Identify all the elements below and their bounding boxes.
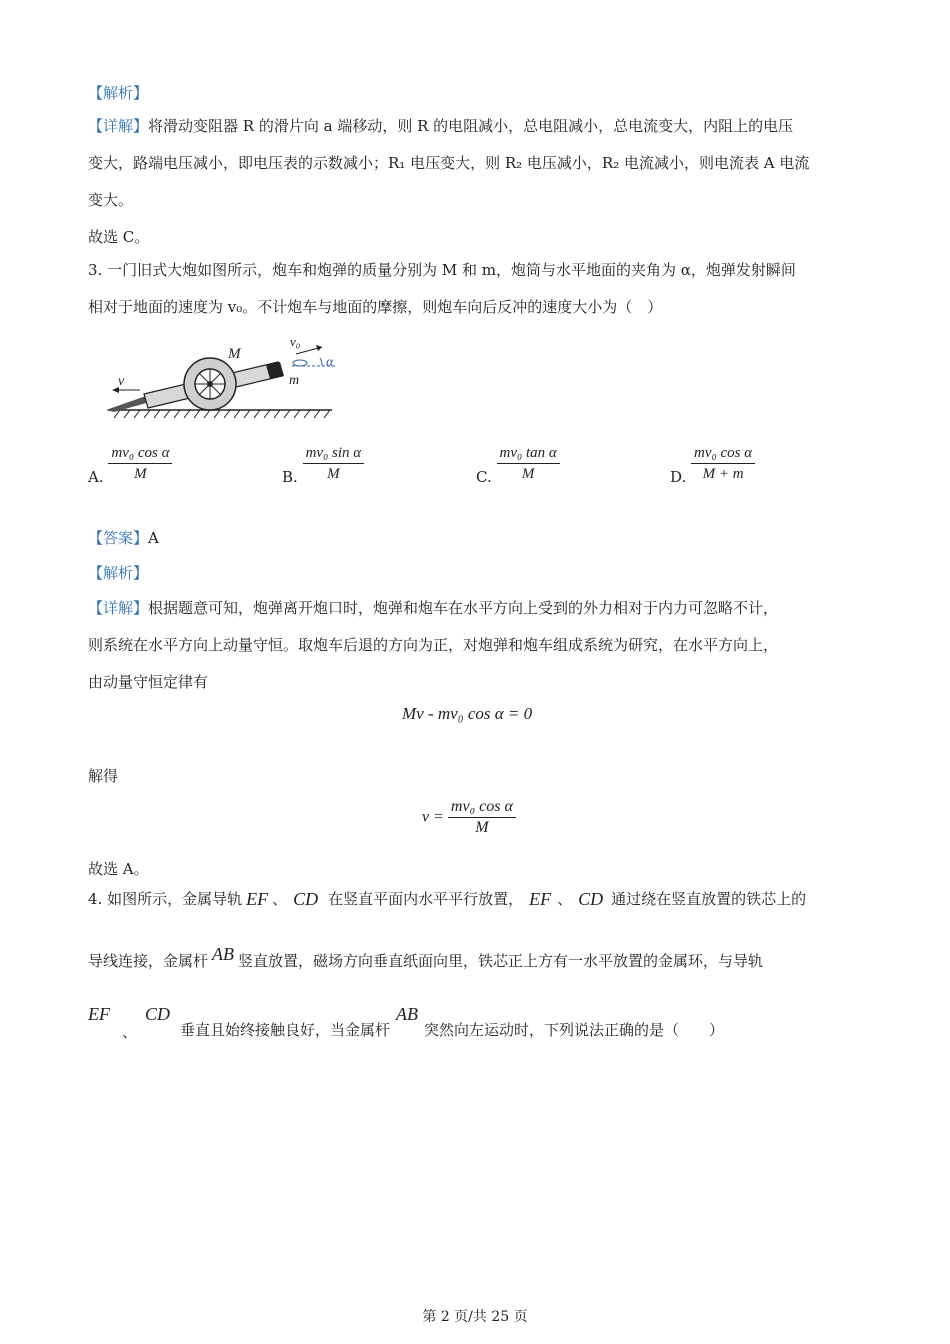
option-a-label: A. [88,468,104,486]
answer-line [88,527,159,548]
cd-label-3: CD [145,1004,171,1024]
ef-label-3: EF [88,1004,110,1024]
conclusion-3: 故选 A。 [88,860,149,878]
option-c-label: C. [476,468,492,486]
label-M: M [228,346,241,362]
page-footer: 第 2 页/共 25 页 [422,1309,528,1325]
option-c[interactable] [476,440,560,486]
detail-line-1: 将滑动变阻器 R 的滑片向 a 端移动，则 R 的电阻减小，总电阻减小，总电流变大，内阻上的电压 [148,117,794,135]
analysis-tag-1: 【解析】 [88,84,149,102]
option-b-label: B. [282,468,298,486]
ef-label-2: EF [529,889,552,909]
question3-stem-line-1: 3. 一门旧式大炮如图所示，炮车和炮弹的质量分别为 M 和 m，炮筒与水平地面的夹角为 α，炮弹发射瞬间 [88,261,796,279]
question4-line-3: EF、CD垂直且始终接触良好，当金属杆AB突然向左运动时，下列说法正确的是（ ） [88,1004,725,1041]
option-a[interactable] [88,440,172,486]
option-d-label: D. [670,468,687,486]
detail3-line-1: 根据题意可知，炮弹离开炮口时，炮弹和炮车在水平方向上受到的外力相对于内力可忽略不计， [148,599,779,617]
question3-stem [88,252,868,326]
analysis-tag-3: 【解析】 [88,564,149,582]
solve-label: 解得 [88,767,119,785]
detail3-line-2: 则系统在水平方向上动量守恒。取炮车后退的方向为正，对炮弹和炮车组成系统为研究，在水平方向上， [88,636,779,654]
option-b[interactable] [282,440,364,486]
label-v: v [118,374,125,389]
option-a-fraction: $\frac{\text{mv₀ cos α}}{M}$ [108,443,172,484]
label-v0: v₀ [290,334,301,349]
detail-paragraph-1 [88,108,868,219]
ef-label: EF [246,889,269,909]
equation-momentum: Mv - mv₀ cos α = 0 [402,704,533,723]
option-d-fraction: $\frac{\text{mv₀ cos α}}{M + m}$ [691,443,755,484]
detail-line-2: 变大，路端电压减小，即电压表的示数减小；R₁ 电压变大，则 R₂ 电压减小，R₂ 电流减小，则电流表 A 电流 [88,154,810,172]
question3-stem-line-2: 相对于地面的速度为 v₀。不计炮车与地面的摩擦，则炮车向后反冲的速度大小为（ ） [88,298,663,316]
detail-tag-1: 【详解】 [88,117,149,135]
conclusion-1: 故选 C。 [88,228,150,246]
detail3-line-3: 由动量守恒定律有 [88,673,209,691]
equation-result: v = $\frac{\text{mv₀ cos α}}{M}$ [422,797,516,838]
option-b-fraction: $\frac{\text{mv₀ sin α}}{M}$ [303,443,365,484]
detail-tag-3: 【详解】 [88,599,149,617]
question4-line-1: 4. 如图所示，金属导轨 EF 、 CD 在竖直平面内水平平行放置， EF 、 CD 通过绕在竖直放置的铁芯上的 [88,889,807,909]
label-alpha: α [326,355,334,370]
answer-value: A [148,529,159,547]
ab-label-2: AB [396,1004,419,1024]
option-d[interactable] [670,440,755,486]
cd-label: CD [293,889,319,909]
option-c-fraction: $\frac{\text{mv₀ tan α}}{M}$ [497,443,560,484]
label-m: m [289,373,300,388]
detail-line-3: 变大。 [88,191,134,209]
question4-line-2: 导线连接，金属杆 AB 竖直放置，磁场方向垂直纸面向里，铁芯正上方有一水平放置的金属环，与导轨 [88,944,764,970]
answer-tag: 【答案】 [88,529,149,547]
cd-label-2: CD [578,889,604,909]
detail-paragraph-3 [88,590,868,701]
cannon-figure [100,328,340,428]
ab-label: AB [212,944,235,964]
